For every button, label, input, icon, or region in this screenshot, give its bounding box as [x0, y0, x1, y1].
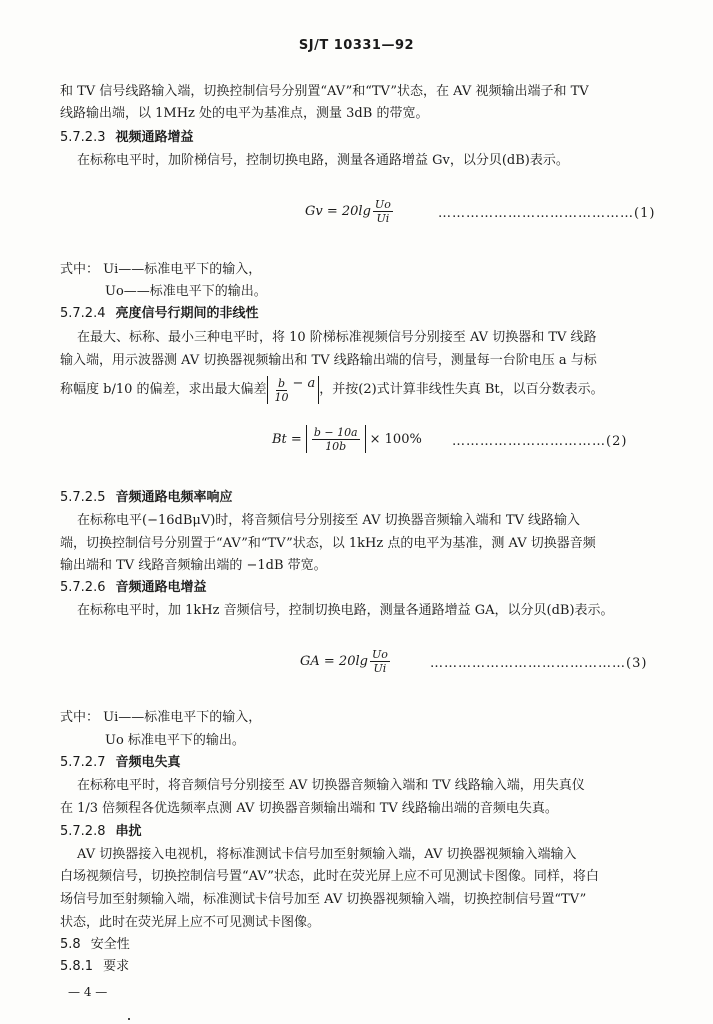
- section-heading-5725: [60, 490, 233, 506]
- paragraph: 在标称电平时，加阶梯信号，控制切换电路，测量各通路增益 Gv，以分贝(dB)表示。: [77, 153, 569, 168]
- formula-1-tag: ……………………………………(1): [438, 206, 656, 221]
- section-title: 音频通路电频率响应: [115, 490, 233, 505]
- section-number: 5.7.2.8: [60, 824, 106, 839]
- section-number: 5.7.2.5: [60, 490, 106, 505]
- section-title: 音频通路电增益: [115, 580, 207, 595]
- paragraph: 白场视频信号，切换控制信号置“AV”状态，此时在荧光屏上应不可见测试卡图像。同样，将白: [60, 869, 599, 884]
- section-title: 串扰: [115, 824, 142, 839]
- formula-lhs: Bt =: [272, 431, 302, 447]
- numerator: Uo: [374, 198, 391, 211]
- text-run: 称幅度 b/10 的偏差，求出最大偏差: [60, 382, 267, 397]
- numerator: b − 10a: [313, 426, 358, 439]
- where-line: 式中： Ui——标准电平下的输入，: [60, 710, 262, 725]
- paragraph: AV 切换器接入电视机，将标准测试卡信号加至射频输入端，AV 切换器视频输入端输入: [77, 847, 577, 862]
- page-header: SJ/T 10331—92: [298, 38, 415, 53]
- fraction: [273, 377, 291, 404]
- section-title: 安全性: [90, 937, 130, 952]
- section-heading-5727: [60, 755, 181, 771]
- formula-lhs: Gv = 20lg: [305, 204, 371, 219]
- text-run: − a: [292, 376, 316, 391]
- numerator: Uo: [371, 648, 388, 661]
- formula-1: [305, 198, 395, 225]
- paragraph: 在 1/3 倍频程各优选频率点测 AV 切换器音频输出端和 TV 线路输出端的音频电失真。: [60, 801, 558, 816]
- paragraph: [60, 376, 604, 404]
- paragraph: 端，切换控制信号分别置于“AV”和“TV”状态，以 1kHz 点的电平为基准，测 AV 切换器音频: [60, 536, 596, 551]
- section-number: 5.7.2.3: [60, 130, 106, 145]
- abs-value: [267, 376, 320, 404]
- paragraph: 场信号加至射频输入端，标准测试卡信号加至 AV 切换器视频输入端，切换控制信号置“TV”: [60, 892, 587, 907]
- denominator: 10b: [325, 440, 347, 453]
- fraction: [370, 648, 390, 675]
- fraction: [312, 426, 360, 453]
- section-heading-5728: [60, 824, 142, 840]
- formula-lhs: GA = 20lg: [300, 654, 368, 669]
- paragraph: 在标称电平时，加 1kHz 音频信号，控制切换电路，测量各通路增益 GA，以分贝(dB)表示。: [77, 603, 614, 618]
- formula-rhs: × 100%: [369, 431, 422, 447]
- section-number: 5.8.1: [60, 959, 94, 974]
- abs-value: [306, 425, 366, 453]
- numerator: b: [277, 377, 286, 390]
- page-number: — 4 —: [68, 985, 108, 999]
- text-line: 线路输出端，以 1MHz 处的电平为基准点，测量 3dB 的带宽。: [60, 106, 429, 121]
- denominator: Ui: [376, 212, 390, 225]
- section-heading-58: [60, 937, 130, 953]
- section-number: 5.7.2.6: [60, 580, 106, 595]
- where-line: 式中： Ui——标准电平下的输入，: [60, 262, 262, 277]
- formula-2-tag: ……………………………(2): [452, 434, 628, 449]
- fraction: [373, 198, 393, 225]
- section-heading-5726: [60, 580, 207, 596]
- section-number: 5.7.2.4: [60, 306, 106, 321]
- section-title: 音频电失真: [115, 755, 181, 770]
- paragraph: 状态，此时在荧光屏上应不可见测试卡图像。: [60, 915, 321, 930]
- where-line: Uo 标准电平下的输出。: [105, 733, 245, 748]
- where-line: Uo——标准电平下的输出。: [105, 284, 267, 299]
- section-title: 亮度信号行期间的非线性: [115, 306, 259, 321]
- text-line: 和 TV 信号线路输入端，切换控制信号分别置“AV”和“TV”状态，在 AV 视频输出端子和 TV: [60, 84, 589, 99]
- formula-2: [272, 425, 422, 453]
- section-heading-581: [60, 959, 129, 975]
- paragraph: 输出端和 TV 线路音频输出端的 −1dB 带宽。: [60, 558, 327, 573]
- formula-3-tag: ……………………………………(3): [430, 656, 648, 671]
- paragraph: 输入端，用示波器测 AV 切换器视频输出和 TV 线路输出端的信号，测量每一台阶电压 a 与标: [60, 353, 597, 368]
- section-number: 5.7.2.7: [60, 755, 106, 770]
- denominator: Ui: [373, 662, 387, 675]
- section-heading-5724: [60, 306, 259, 322]
- formula-3: [300, 648, 392, 675]
- text-run: ，并按(2)式计算非线性失真 Bt，以百分数表示。: [319, 382, 604, 397]
- section-title: 视频通路增益: [115, 130, 194, 145]
- section-number: 5.8: [60, 937, 81, 952]
- paragraph: 在最大、标称、最小三种电平时，将 10 阶梯标准视频信号分别接至 AV 切换器和 TV 线路: [77, 330, 597, 345]
- paragraph: 在标称电平(−16dBμV)时，将音频信号分别接至 AV 切换器音频输入端和 TV 线路输入: [77, 513, 581, 528]
- section-title: 要求: [103, 959, 130, 974]
- denominator: 10: [274, 391, 289, 404]
- scan-speck: [128, 1018, 130, 1020]
- paragraph: 在标称电平时，将音频信号分别接至 AV 切换器音频输入端和 TV 线路输入端，用失真仪: [77, 778, 585, 793]
- section-heading-5723: [60, 130, 194, 146]
